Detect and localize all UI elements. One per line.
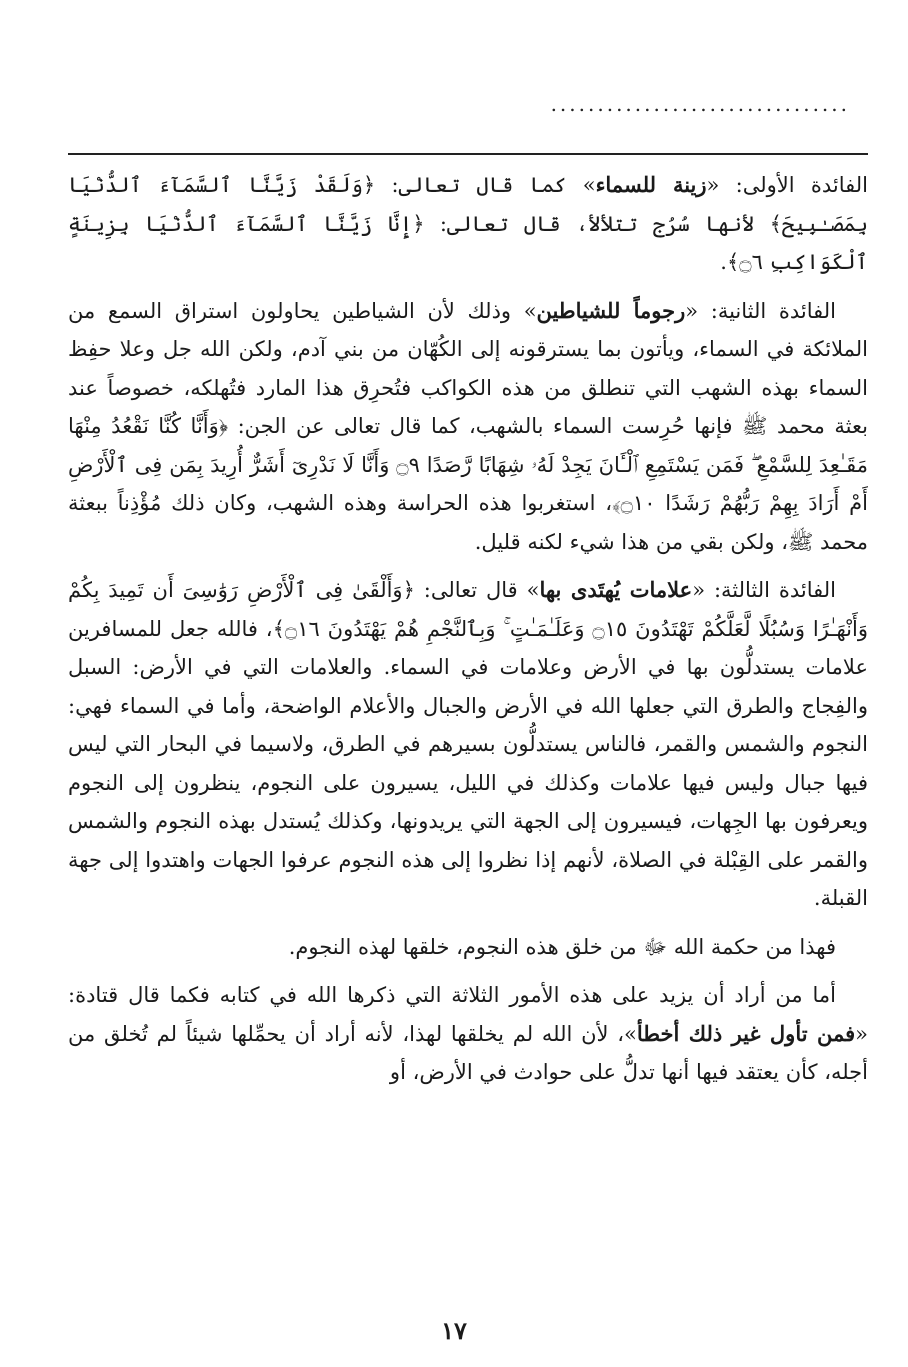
footnote-separator-dots: ................................ [550, 92, 850, 112]
paragraph-text: » قال تعالى: ﴿وَأَلْقَىٰ فِى ٱلْأَرْضِ رَوَٰسِىَ أَن تَمِيدَ بِكُمْ وَأَنْهَـٰرًا وَسُبُلًا لَّعَلَّكُمْ تَهْتَدُونَ ۝١٥ وَعَلَـٰمَـٰتٍ ۚ وَبِٱلنَّجْمِ هُمْ يَهْتَدُونَ ۝١٦﴾، فالله جعل للمسافرين علامات يستدلُّون بها في الأرض وعلامات في السماء. والعلامات التي في الأرض: السبل والفِجاج والطرق التي جعلها الله في الأرض والجبال والأعلام الواضحة، وأما في السماء فهي: النجوم والشمس والقمر، فالناس يستدلُّون بسيرهم في الطرق، ولاسيما في البحار التي ليس فيها جبال وليس فيها علامات وكذلك في الليل، يسيرون على النجوم، ينظرون إلى النجوم ويعرفون بها الجِهات، فيسيرون إلى الجهة التي يريدونها، وكذلك يُستدل بهذه النجوم والشمس والقمر على القِبْلة في الصلاة، لأنهم إذا نظروا إلى هذه النجوم عرفوا الجهات واهتدوا إلى جهة القبلة. [68, 578, 868, 910]
paragraph-text: » كما قال تعالى: ﴿وَلَقَدْ زَيَّنَّا ٱلسَّمَآءَ ٱلدُّنْيَا بِمَصَـٰبِيحَ﴾ لأنها سُرُج تتلألأ، قال تعالى: ﴿إِنَّا زَيَّنَّا ٱلسَّمَآءَ ٱلدُّنْيَا بِزِينَةٍ ٱلْكَوَاكِبِ ۝٦﴾. [68, 173, 868, 274]
paragraph-text: » وذلك لأن الشياطين يحاولون استراق السمع من الملائكة في السماء، ويأتون بما يسترقونه إلى الكُهّان من بني آدم، ولكن الله جل وعلا حفِظ السماء بهذه الشهب التي تنطلق من هذه الكواكب فتُحرِق هذا المارد فتُهلكه، خصوصاً عند بعثة محمد ﷺ فإنها حُرِست السماء بالشهب، كما قال تعالى عن الجن: ﴿وَأَنَّا كُنَّا نَقْعُدُ مِنْهَا مَقَـٰعِدَ لِلسَّمْعِ ۖ فَمَن يَسْتَمِعِ ٱلْـَٔانَ يَجِدْ لَهُۥ شِهَابًا رَّصَدًا ۝٩ وَأَنَّا لَا نَدْرِىٓ أَشَرٌّ أُرِيدَ بِمَن فِى ٱلْأَرْضِ أَمْ أَرَادَ بِهِمْ رَبُّهُمْ رَشَدًا ۝١٠﴾، استغربوا هذه الحراسة وهذه الشهب، وكان ذلك مُؤْذِناً ببعثة محمد ﷺ، ولكن بقي من هذا شيء لكنه قليل. [68, 298, 868, 554]
paragraph-conclusion [68, 928, 868, 967]
paragraph-text: أما من أراد أن يزيد على هذه الأمور الثلاثة التي ذكرها الله في كتابه فكما قال قتادة: « [68, 983, 868, 1046]
benefit-title: زينة للسماء [595, 172, 707, 197]
page-number: ١٧ [441, 1316, 467, 1345]
horizontal-rule [68, 153, 868, 155]
paragraph-benefit-2 [68, 292, 868, 562]
paragraph-text: الفائدة الأولى: « [706, 173, 868, 197]
paragraph-qatada [68, 976, 868, 1092]
paragraph-text: الفائدة الثانية: « [685, 298, 836, 323]
page-body [68, 166, 868, 1316]
paragraph-text: فهذا من حكمة الله ﷻ من خلق هذه النجوم، خلقها لهذه النجوم. [288, 934, 836, 959]
quote-title: فمن تأول غير ذلك أخطأ [636, 1020, 856, 1046]
paragraph-benefit-1 [68, 166, 868, 282]
benefit-title: رجوماً للشياطين [536, 297, 686, 323]
benefit-title: علامات يُهتَدى بها [539, 577, 693, 602]
paragraph-text: »، لأن الله لم يخلقها لهذا، لأنه أراد أن يحمِّلها شيئاً لم تُخلق من أجله، كأن يعتقد فيها أنها تدلُّ على حوادث في الأرض، أو [68, 1021, 868, 1084]
paragraph-benefit-3 [68, 571, 868, 918]
paragraph-text: الفائدة الثالثة: « [692, 578, 837, 602]
